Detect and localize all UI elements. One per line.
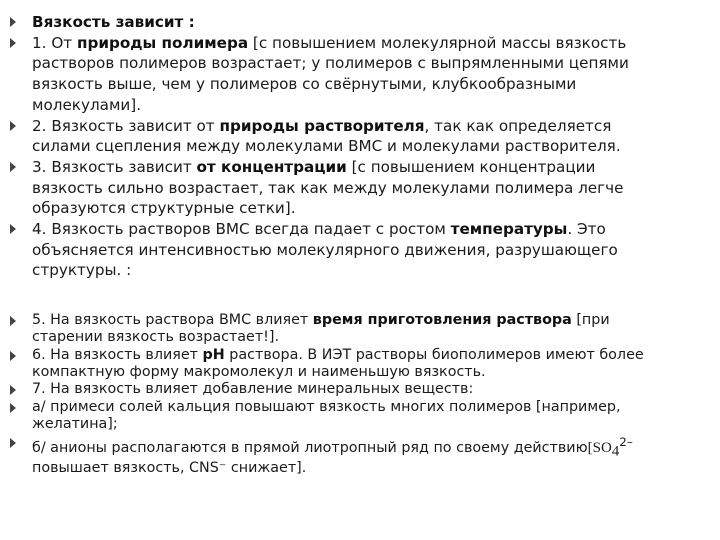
- formula-superscript: 2–: [619, 434, 633, 449]
- item-2-bold: природы растворителя: [219, 116, 425, 135]
- item-2-post: , так как определяется силами сцепления между молекулами ВМС и молекулами растворителя.: [32, 116, 621, 156]
- triangle-bullet-icon: [10, 38, 16, 48]
- item-5-bold: время приготовления раствора: [312, 312, 572, 328]
- item-1-bold: природы полимера: [76, 33, 249, 52]
- item-3-pre: 3. Вязкость зависит: [32, 157, 197, 176]
- list-item-7a: [10, 399, 670, 433]
- formula-bracket: [SO: [587, 439, 612, 456]
- list-item-7b: [10, 434, 670, 478]
- triangle-bullet-icon: [10, 121, 16, 131]
- item-7-text: 7. На вязкость влияет добавление минеральных веществ:: [32, 381, 474, 398]
- bullet-list-top: [10, 12, 670, 281]
- list-item-1: [10, 33, 670, 116]
- item-6-bold: рН: [202, 346, 225, 363]
- item-6-pre: 6. На вязкость влияет: [32, 346, 203, 363]
- item-7b-post: повышает вязкость, CNS⁻ снижает].: [32, 460, 307, 477]
- item-2-pre: 2. Вязкость зависит от: [32, 116, 220, 135]
- heading-text: Вязкость зависит :: [32, 13, 195, 31]
- list-item-6: [10, 347, 670, 381]
- triangle-bullet-icon: [10, 224, 16, 234]
- item-4-pre: 4. Вязкость растворов ВМС всегда падает с ростом: [32, 220, 451, 239]
- list-item-3: [10, 157, 670, 219]
- list-item-7: [10, 381, 670, 398]
- list-item-2: [10, 116, 670, 157]
- triangle-bullet-icon: [10, 316, 16, 326]
- triangle-bullet-icon: [10, 385, 16, 395]
- formula-subscript: 4: [611, 443, 620, 460]
- item-7a-text: а/ примеси солей кальция повышают вязкость многих полимеров [например, желатина];: [32, 398, 621, 433]
- list-item-5: [10, 312, 670, 346]
- bullet-list-bottom: [10, 312, 670, 478]
- item-7b-pre: б/ анионы располагаются в прямой лиотропный ряд по своему действию: [32, 439, 588, 456]
- item-3-post: [с повышением концентрации вязкость сильно возрастает, так как между молекулами полимера легче образуются структурные сетки].: [32, 157, 624, 218]
- item-5-pre: 5. На вязкость раствора ВМС влияет: [32, 312, 313, 328]
- item-4-bold: температуры: [450, 220, 568, 239]
- item-1-pre: 1. От: [32, 33, 77, 52]
- item-1-post: [с повышением молекулярной массы вязкость растворов полимеров возрастает; у полимеров с выпрямленными цепями вязкость выше, чем у полимеров со свёрнутыми, клубкообразными молекулами].: [32, 33, 629, 114]
- triangle-bullet-icon: [10, 351, 16, 361]
- triangle-bullet-icon: [10, 162, 16, 172]
- item-3-bold: от концентрации: [196, 157, 347, 176]
- triangle-bullet-icon: [10, 438, 16, 448]
- item-4-post: . Это объясняется интенсивностью молекулярного движения, разрушающего структуры. :: [32, 220, 618, 280]
- item-5-post: [при старении вязкость возрастает!].: [32, 312, 610, 346]
- triangle-bullet-icon: [10, 403, 16, 413]
- item-6-post: раствора. В ИЭТ растворы биополимеров имеют более компактную форму макромолекул и наименьшую вязкость.: [32, 346, 644, 380]
- list-item-heading: [10, 12, 670, 33]
- triangle-bullet-icon: [10, 17, 16, 27]
- list-item-4: [10, 219, 670, 281]
